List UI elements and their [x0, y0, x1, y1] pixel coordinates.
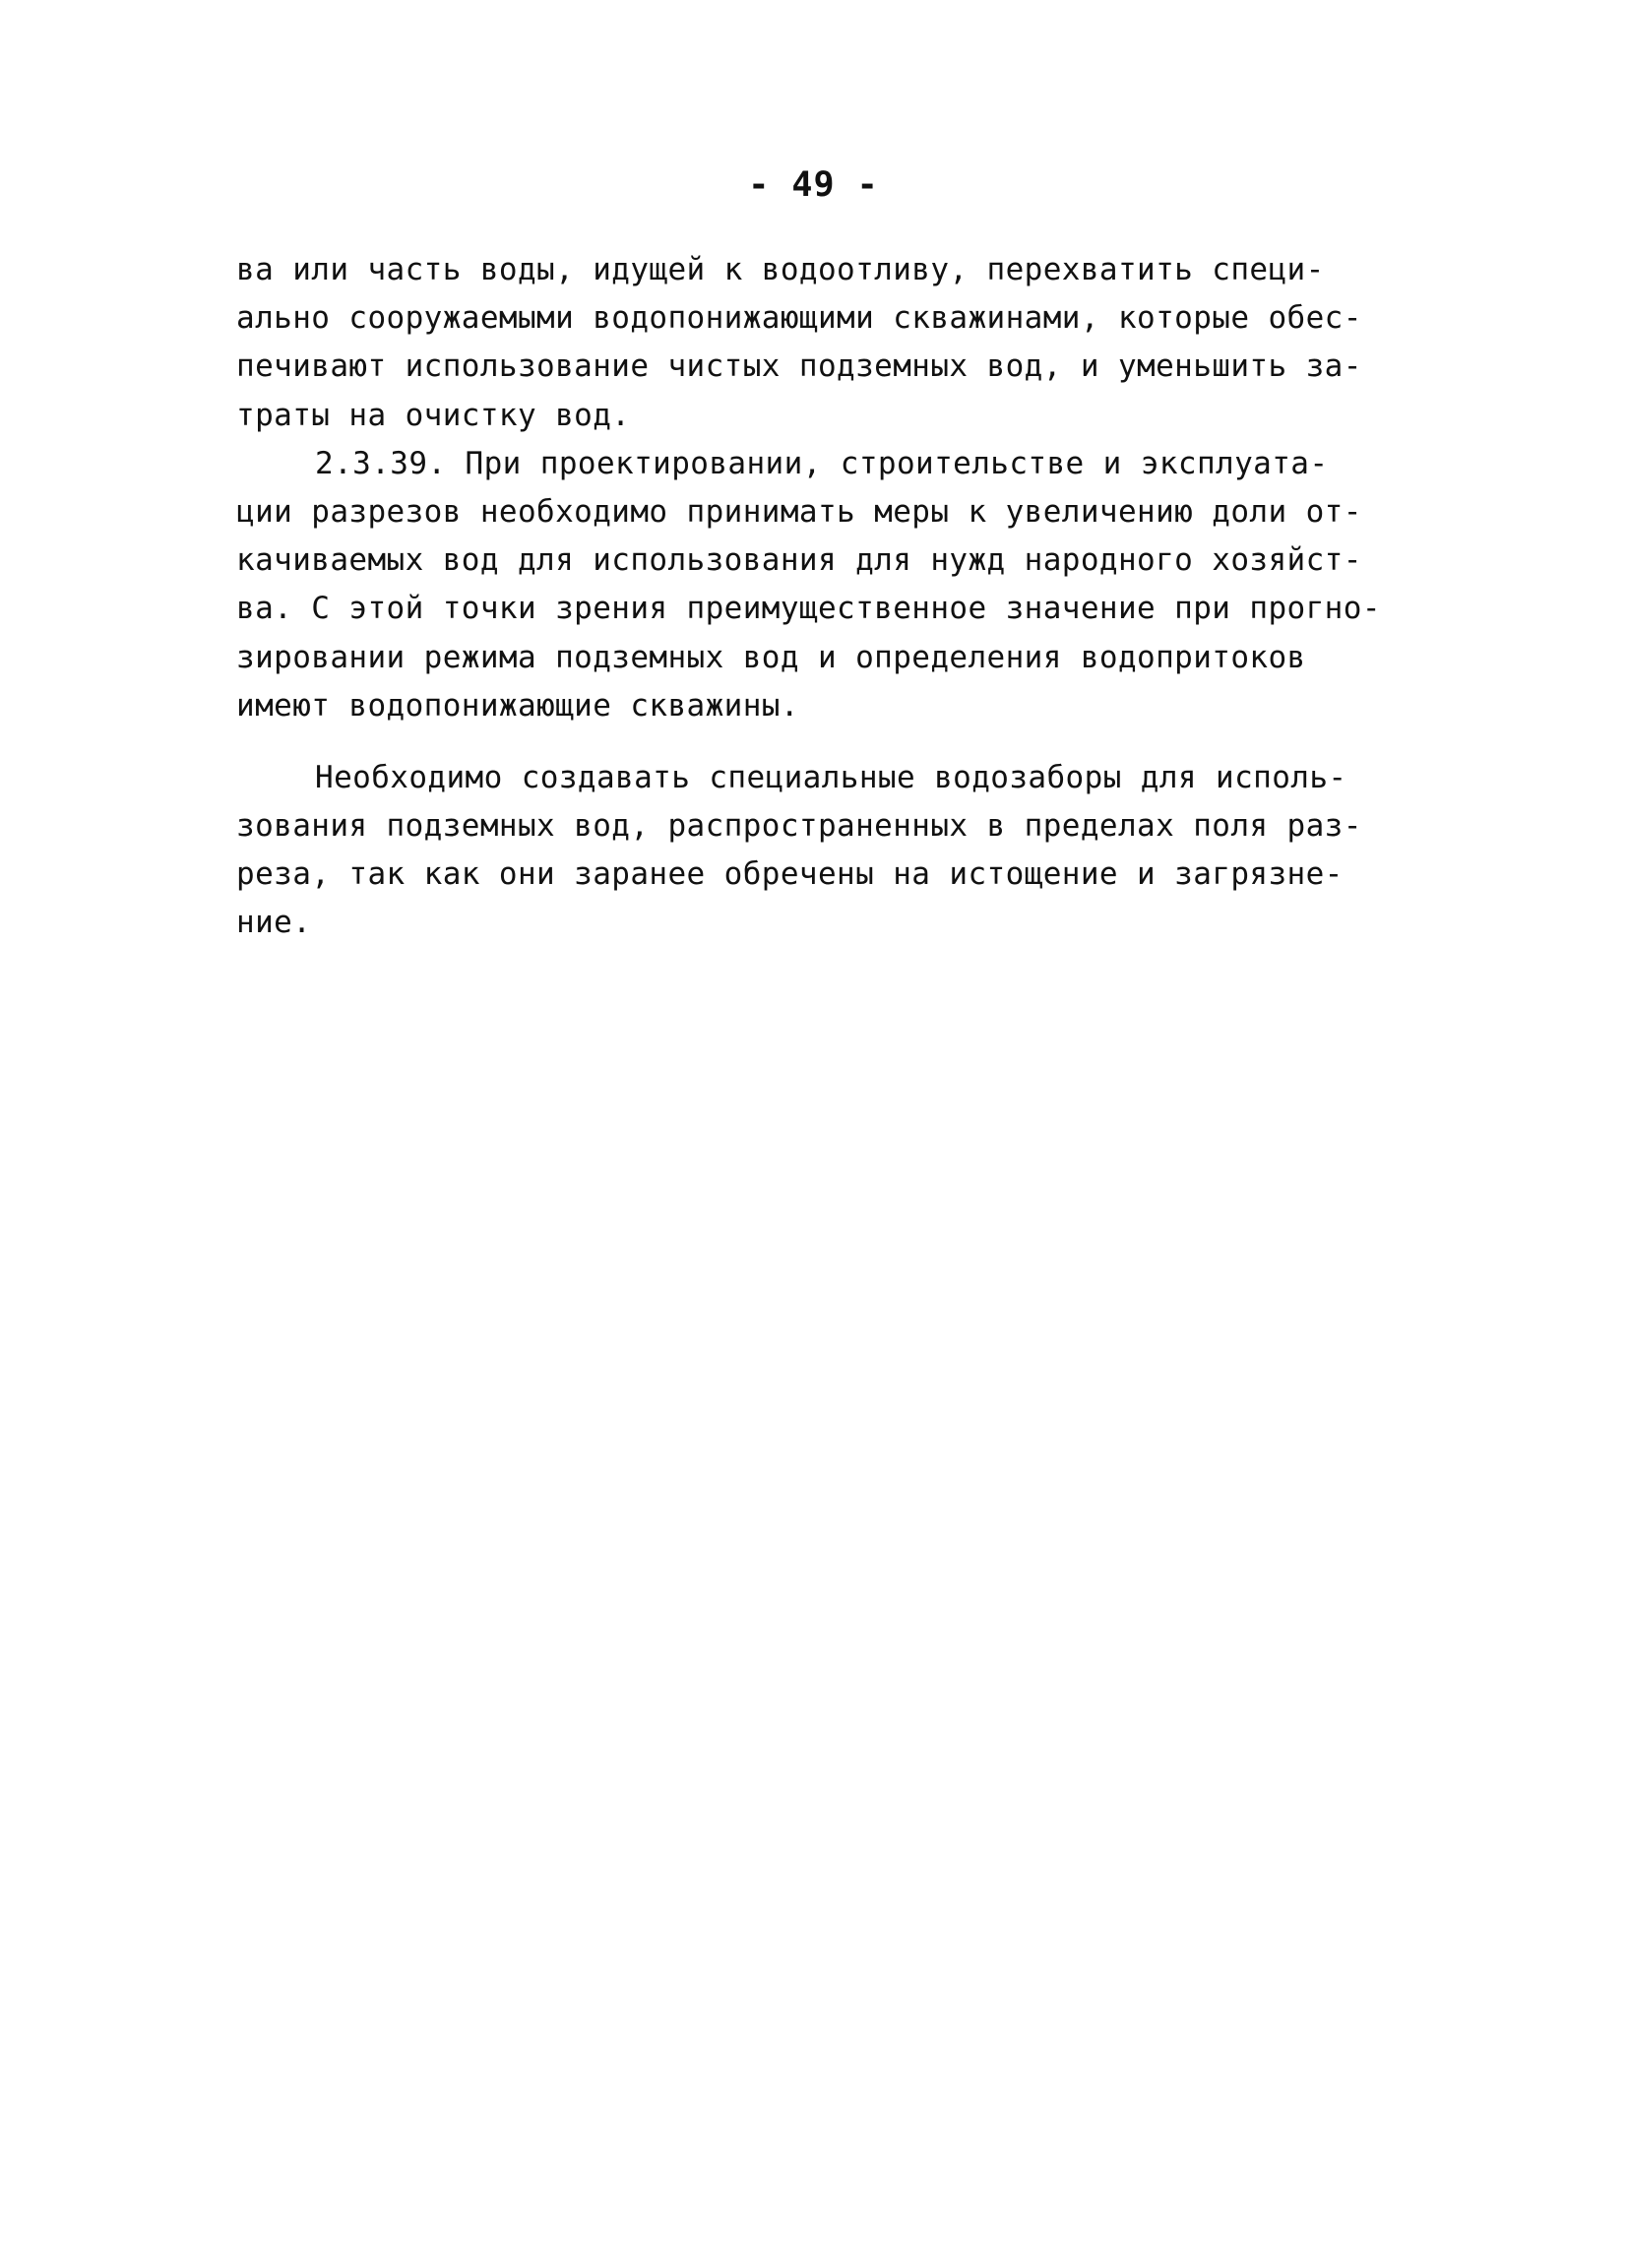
text-line: 2.3.39. При проектировании, строительстве и эксплуата-: [315, 445, 1329, 481]
text-line: ции разрезов необходимо принимать меры к увеличению доли от-: [236, 493, 1362, 530]
text-line: траты на очистку вод.: [236, 397, 631, 433]
text-line: зования подземных вод, распространенных в пределах поля раз-: [236, 808, 1362, 845]
text-line: ва. С этой точки зрения преимущественное значение при прогно-: [236, 591, 1381, 627]
text-line: качиваемых вод для использования для нужд народного хозяйст-: [236, 542, 1362, 579]
paragraph-spacer: [236, 730, 1417, 754]
text-line: реза, так как они заранее обречены на истощение и загрязне-: [236, 856, 1344, 893]
text-line: Необходимо создавать специальные водозаборы для исполь-: [315, 759, 1347, 795]
text-line: зировании режима подземных вод и определения водопритоков: [236, 639, 1306, 675]
text-line: печивают использование чистых подземных вод, и уменьшить за-: [236, 348, 1362, 385]
page-number: - 49 -: [748, 165, 879, 205]
paragraph-continuation: [236, 246, 1417, 440]
paragraph-water-intakes: [236, 754, 1417, 948]
text-line: ва или часть воды, идущей к водоотливу, перехватить специ-: [236, 252, 1325, 287]
text-line: ально сооружаемыми водопонижающими скважинами, которые обес-: [236, 300, 1362, 337]
text-line: ние.: [236, 905, 312, 941]
paragraph-section-2-3-39: [236, 440, 1417, 730]
text-line: имеют водопонижающие скважины.: [236, 687, 799, 724]
document-body: [236, 246, 1417, 948]
